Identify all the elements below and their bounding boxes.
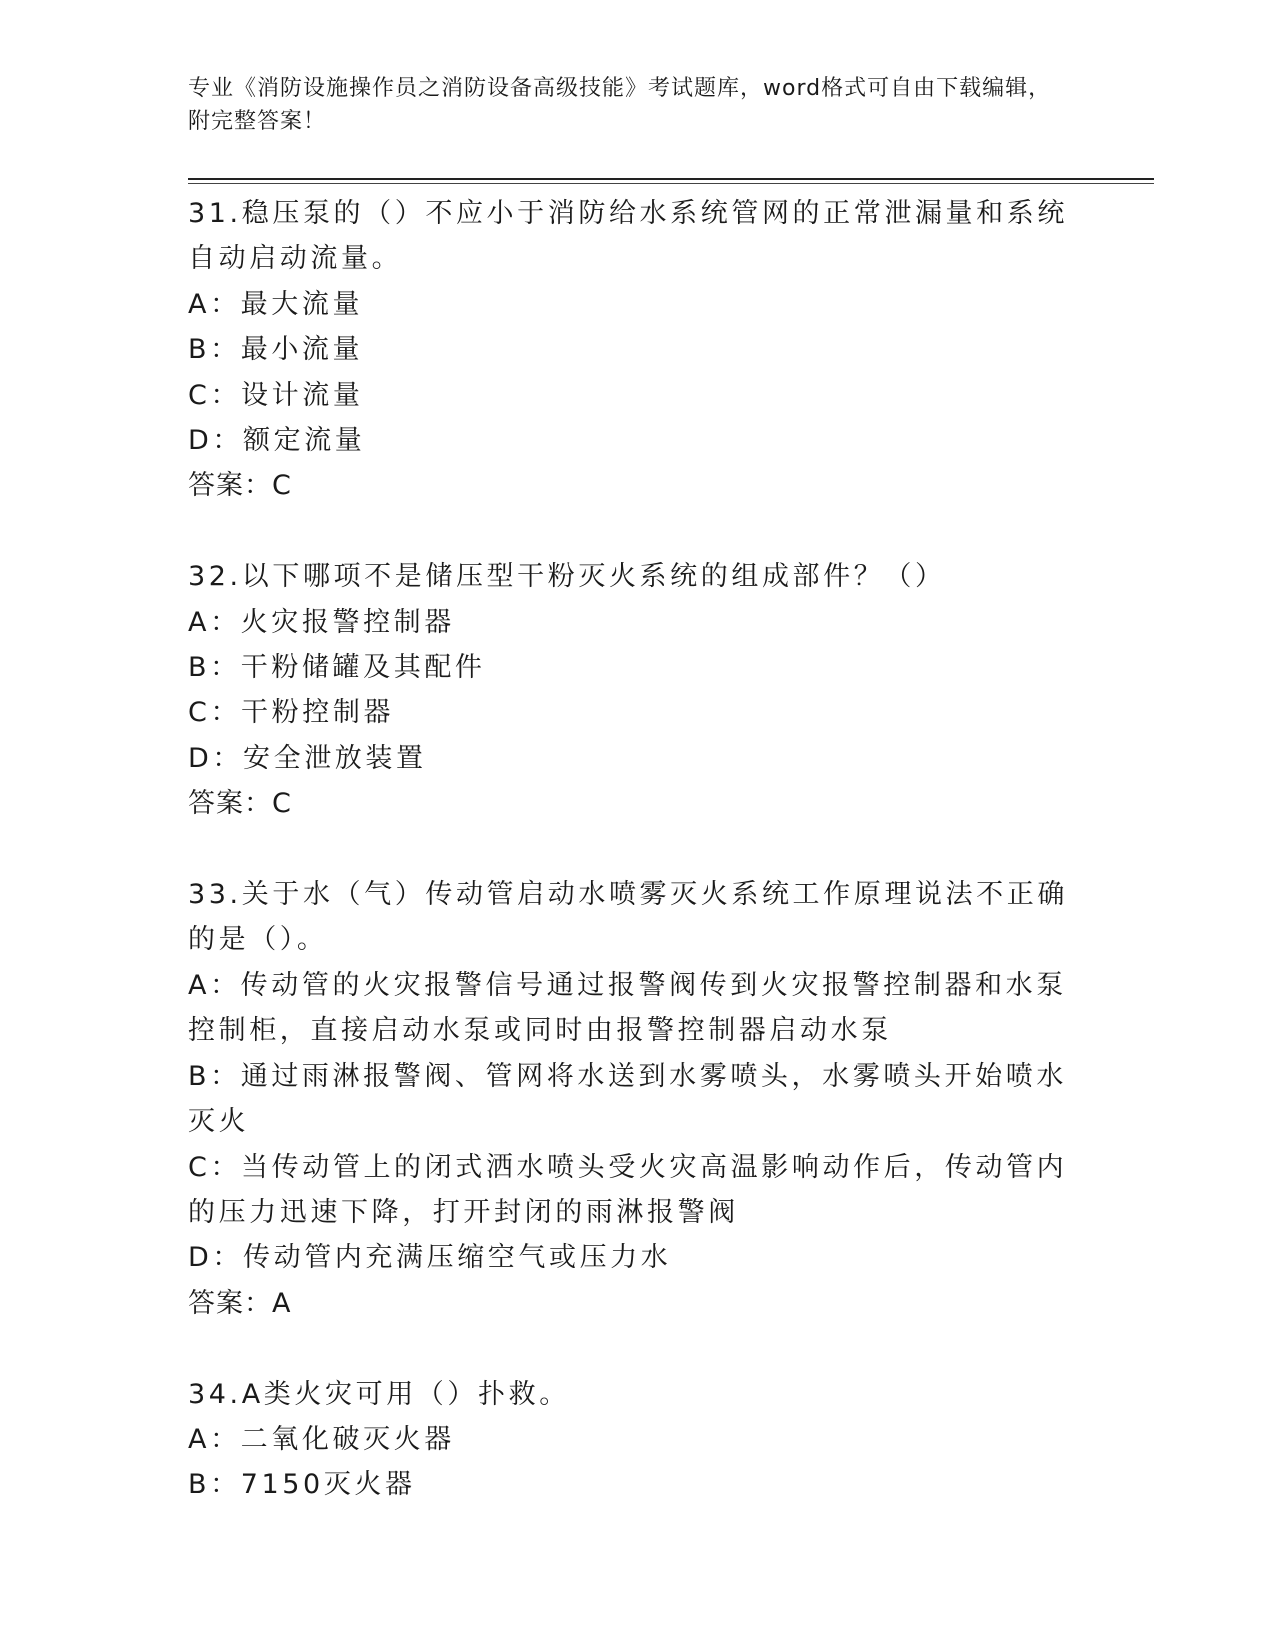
option-a: A：传动管的火灾报警信号通过报警阀传到火灾报警控制器和水泵控制柜，直接启动水泵或同时由报警控制器启动水泵 [188,969,1067,1047]
answer-line: 答案：C [188,788,292,820]
spacer [188,1326,1073,1371]
question-stem: 32.以下哪项不是储压型干粉灭火系统的组成部件？（） [188,561,946,593]
option-a: A：二氧化破灭火器 [188,1423,455,1455]
question-list [188,191,1073,1508]
option-b: B：7150灭火器 [188,1469,416,1501]
option-c: C：设计流量 [188,379,364,411]
question-33 [188,872,1073,1326]
spacer [188,509,1073,554]
option-c: C：干粉控制器 [188,697,395,729]
question-32 [188,554,1073,826]
option-d: D：安全泄放装置 [188,742,427,774]
option-b: B：干粉储罐及其配件 [188,652,486,684]
header-divider-thick [188,178,1154,180]
header-divider-thin [188,183,1154,184]
document-header: 专业《消防设施操作员之消防设备高级技能》考试题库，word格式可自由下载编辑，附完整答案！ [188,76,1052,134]
question-stem: 31.稳压泵的（）不应小于消防给水系统管网的正常泄漏量和系统自动启动流量。 [188,198,1068,275]
option-a: A：最大流量 [188,288,364,320]
option-d: D：传动管内充满压缩空气或压力水 [188,1242,672,1274]
answer-line: 答案：A [188,1287,292,1319]
option-a: A：火灾报警控制器 [188,606,455,638]
option-b: B：最小流量 [188,334,364,366]
spacer [188,827,1073,872]
option-b: B：通过雨淋报警阀、管网将水送到水雾喷头，水雾喷头开始喷水灭火 [188,1060,1067,1138]
question-stem: 34.A类火灾可用（）扑救。 [188,1378,570,1410]
option-d: D：额定流量 [188,425,366,457]
answer-line: 答案：C [188,470,292,502]
question-stem: 33.关于水（气）传动管启动水喷雾灭火系统工作原理说法不正确的是（）。 [188,879,1068,956]
question-34 [188,1372,1073,1508]
question-31 [188,191,1073,509]
option-c: C：当传动管上的闭式洒水喷头受火灾高温影响动作后，传动管内的压力迅速下降，打开封闭的雨淋报警阀 [188,1151,1068,1228]
